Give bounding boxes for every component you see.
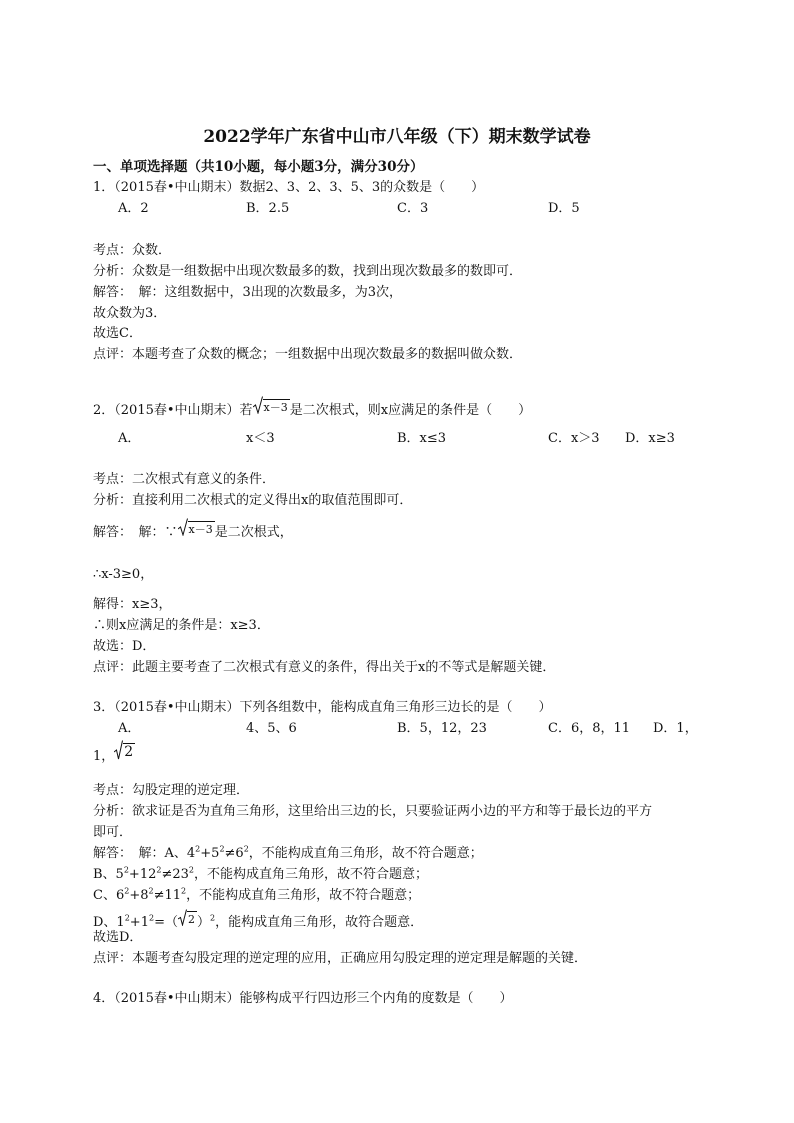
- q3-option-b: B．5，12，23: [397, 721, 487, 736]
- q2-option-a-value: x＜3: [246, 431, 275, 446]
- q1-option-d: D．5: [548, 201, 580, 216]
- superscript: 2: [124, 913, 130, 923]
- q2-dianping: 点评：此题主要考查了二次根式有意义的条件，得出关于x的不等式是解题关键．: [93, 660, 556, 675]
- text: +5: [200, 846, 220, 861]
- q1-line: 故众数为3．: [93, 306, 167, 321]
- radical-sign-icon: [114, 740, 123, 760]
- q3-option-d: D．1，: [653, 721, 698, 736]
- q3-line-d: [93, 909, 423, 929]
- q2-line: 解得：x≥3，: [93, 597, 172, 612]
- q3-option-a-value: 4、5、6: [246, 721, 297, 736]
- radicand: 2: [187, 912, 195, 926]
- text: ，不能构成直角三角形，故不符合题意；: [193, 867, 428, 882]
- radicand: x－3: [263, 400, 288, 414]
- q3-line-b: [93, 865, 428, 882]
- page-title: 2022学年广东省中山市八年级（下）期末数学试卷: [203, 127, 591, 147]
- q3-option-d-cont: [93, 740, 135, 763]
- radical-sign-icon: [178, 909, 187, 926]
- sqrt-expression: [114, 740, 135, 760]
- text: 解答： 解：A、4: [93, 846, 196, 861]
- radical-sign-icon: [178, 518, 188, 536]
- q1-dianping: 点评：本题考查了众数的概念；一组数据中出现次数最多的数据叫做众数．: [93, 347, 523, 362]
- q3-jieda-a: [93, 844, 483, 861]
- sqrt-expression: [178, 909, 197, 926]
- q1-option-b: B．2.5: [246, 201, 290, 216]
- q3-d-cont: 1，: [93, 749, 115, 764]
- radicand: x－3: [188, 522, 213, 536]
- superscript: 2: [148, 886, 154, 896]
- q1-jieda: 解答： 解：这组数据中，3出现的次数最多，为3次，: [93, 285, 403, 300]
- radicand: 2: [124, 743, 134, 760]
- q1-line: 故选C．: [93, 326, 142, 341]
- text: ）: [196, 915, 210, 930]
- text: +12: [128, 867, 157, 882]
- superscript: 2: [188, 865, 194, 875]
- superscript: 2: [181, 886, 187, 896]
- q1-option-c: C．3: [397, 201, 429, 216]
- superscript: 2: [123, 865, 129, 875]
- q2-option-b: B．x≤3: [397, 431, 447, 446]
- q2-option-a-label: A．: [118, 431, 141, 446]
- q2-line: ∴则x应满足的条件是：x≥3．: [93, 618, 270, 633]
- sqrt-expression: [178, 518, 215, 536]
- q1-kaodian: 考点：众数．: [93, 243, 172, 258]
- q2-stem-post: 是二次根式，则x应满足的条件是（ ）: [289, 403, 532, 418]
- q2-jieda-post: 是二次根式，: [214, 525, 293, 540]
- q2-line: 故选：D．: [93, 639, 156, 654]
- q2-jieda: [93, 518, 293, 539]
- superscript: 2: [219, 844, 225, 854]
- q2-kaodian: 考点：二次根式有意义的条件．: [93, 472, 276, 487]
- q3-kaodian: 考点：勾股定理的逆定理．: [93, 783, 250, 798]
- q2-stem-pre: 2．（2015春•中山期末）若: [93, 403, 253, 418]
- q1-option-a: A．2: [118, 201, 149, 216]
- section-heading: 一、单项选择题（共10小题，每小题3分，满分30分）: [93, 159, 424, 175]
- text: ≠23: [161, 867, 189, 882]
- q3-dianping: 点评：本题考查勾股定理的逆定理的应用，正确应用勾股定理的逆定理是解题的关键．: [93, 951, 588, 966]
- q2-option-d: D．x≥3: [625, 431, 675, 446]
- text: +8: [129, 888, 149, 903]
- superscript: 2: [195, 844, 201, 854]
- q2-line: ∴x-3≥0，: [93, 567, 154, 582]
- q3-fenxi: 分析：欲求证是否为直角三角形，这里给出三边的长，只要验证两小边的平方和等于最长边的平方: [93, 804, 653, 819]
- q1-fenxi: 分析：众数是一组数据中出现次数最多的数，找到出现次数最多的数即可．: [93, 264, 523, 279]
- superscript: 2: [124, 886, 130, 896]
- q3-line-c: [93, 886, 421, 903]
- superscript: 2: [148, 913, 155, 923]
- radical-sign-icon: [253, 396, 263, 414]
- question-2-stem: [93, 396, 531, 417]
- q2-jieda-pre: 解答： 解：∵: [93, 525, 178, 540]
- superscript: 2: [209, 913, 216, 923]
- text: ，不能构成直角三角形，故不符合题意；: [248, 846, 483, 861]
- text: ，不能构成直角三角形，故不符合题意；: [186, 888, 421, 903]
- question-3-stem: 3．（2015春•中山期末）下列各组数中，能构成直角三角形三边长的是（ ）: [93, 700, 552, 715]
- text: ，能构成直角三角形，故符合题意．: [215, 915, 424, 930]
- question-4-stem: 4．（2015春•中山期末）能够构成平行四边形三个内角的度数是（ ）: [93, 991, 513, 1006]
- question-1-stem: 1．（2015春•中山期末）数据2、3、2、3、5、3的众数是（ ）: [93, 180, 485, 195]
- text: =（: [154, 915, 178, 930]
- text: ≠6: [224, 846, 244, 861]
- sqrt-expression: [253, 396, 290, 414]
- superscript: 2: [156, 865, 162, 875]
- text: B、5: [93, 867, 124, 882]
- text: +1: [129, 915, 149, 930]
- q2-fenxi: 分析：直接利用二次根式的定义得出x的取值范围即可．: [93, 493, 413, 508]
- q3-option-a-label: A．: [118, 721, 141, 736]
- text: D、1: [93, 915, 125, 930]
- text: ≠11: [153, 888, 182, 903]
- q3-line: 故选D．: [93, 930, 143, 945]
- q2-option-c: C．x＞3: [548, 431, 600, 446]
- text: C、6: [93, 888, 125, 903]
- q3-option-c: C．6，8，11: [548, 721, 631, 736]
- superscript: 2: [243, 844, 249, 854]
- q3-fenxi-cont: 即可．: [93, 825, 133, 840]
